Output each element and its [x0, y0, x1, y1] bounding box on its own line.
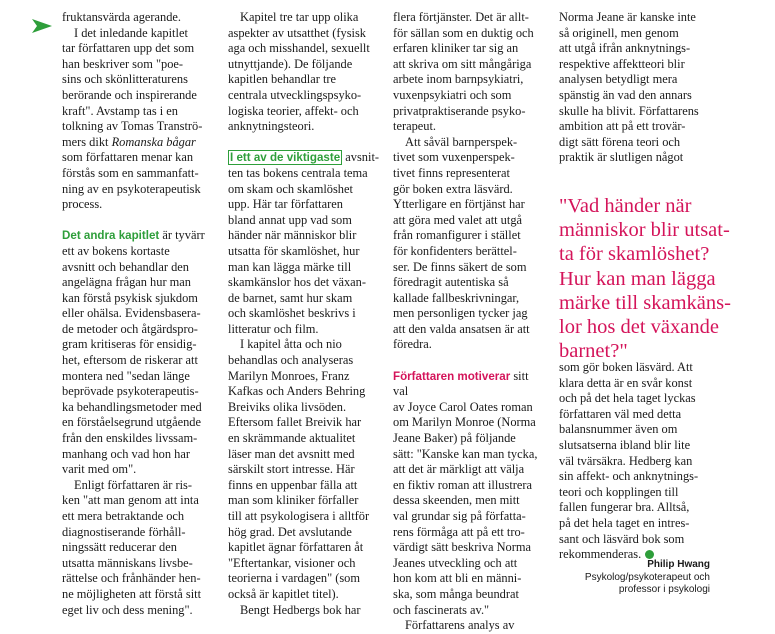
text-line: sins och skönlitteraturens — [62, 72, 188, 87]
text-line: från romanfigurer i stället — [393, 228, 521, 243]
text-line: slutsatserna ibland blir lite — [559, 437, 691, 452]
text-line: ka behandlingsmetoder med — [62, 399, 202, 414]
col2-paragraph-2 — [228, 150, 380, 337]
column-3 — [393, 10, 545, 634]
text-line: och fascinerats av." — [393, 602, 490, 617]
col1-paragraph-2 — [62, 26, 212, 213]
text-line: som gör boken läsvärd. Att — [559, 360, 693, 374]
text-line: het, eftersom de riskerar att — [62, 353, 198, 368]
pull-quote-line: Hur kan man lägga — [559, 267, 716, 290]
text-line: en skrämmande aktualitet — [228, 431, 356, 446]
text-line: kraft". Avstamp tas i en — [62, 103, 178, 118]
text-line: på det hela taget en intres- — [559, 515, 690, 530]
pull-quote-line: barnet?" — [559, 340, 628, 363]
text-line: teori och kopplingen till — [559, 484, 679, 499]
text-line: dessa skeenden, men mitt — [393, 493, 520, 508]
text-line: avsnit- — [342, 150, 380, 165]
text-line: föredragit autentiska så — [393, 275, 509, 290]
text-line: vuxenpsykiatri och som — [393, 87, 512, 102]
text-line: Ytterligare en förtjänst har — [393, 197, 525, 212]
text-line: ser. De finns säkert de som — [393, 259, 527, 274]
text-line: sitt val — [393, 368, 529, 399]
col4-paragraph-1 — [559, 10, 719, 166]
text-line: de metoder och åtgärdspro- — [62, 321, 198, 336]
text-line: ning av en psykoterapeutisk — [62, 181, 201, 196]
text-line: för konfidenters berättel- — [393, 243, 517, 258]
text-line: val grundar sig på författa- — [393, 509, 526, 523]
text-line: "Eftertankar, visioner och — [228, 555, 356, 570]
text-line: fallen fungerar bra. Alltså, — [559, 500, 690, 515]
text-line: anknytningsteori. — [228, 119, 315, 134]
text-line: digt sätt förena teori och — [559, 134, 681, 149]
text-line: man som kliniker förfaller — [228, 493, 359, 508]
text-line: tivet som vuxenperspek- — [393, 150, 515, 165]
text-line: varit med om". — [62, 462, 137, 477]
text-line: händer när människor blir — [228, 228, 357, 243]
text-line: berörande och inspirerande — [62, 87, 197, 102]
text-line: I kapitel åtta och nio — [240, 337, 342, 352]
text-line: centrala utvecklingspsyko- — [228, 87, 362, 102]
text-line: att den valda ansatsen är att — [393, 321, 530, 336]
text-line: att göra med valet att utgå — [393, 212, 523, 227]
text-line: aspekter av utsatthet (fysisk — [228, 25, 366, 40]
column-4-bottom — [559, 360, 719, 563]
text-line: hon kom att bli en männi- — [393, 571, 522, 586]
text-line: rens förmåga att på ett tro- — [393, 524, 525, 539]
text-line: ett mera betraktande och — [62, 509, 185, 523]
text-line: ska, som många beundrat — [393, 586, 519, 601]
text-line: tolkning av Tomas Tranströ- — [62, 119, 203, 134]
text-line: så originell, men genom — [559, 25, 679, 40]
text-line: en fiktiv roman att illustrera — [393, 477, 533, 492]
author-title-line-2: professor i psykologi — [618, 584, 710, 595]
text-line: utsatta för skamlöshet, hur — [228, 243, 360, 258]
text-line: och på det hela taget lyckas — [559, 391, 696, 406]
column-2 — [228, 10, 380, 618]
text-line: att utgå ifrån anknytnings- — [559, 41, 691, 56]
text-line: tar författaren upp det som — [62, 41, 195, 56]
text-line: Jeanes utveckling och att — [393, 555, 518, 570]
text-line: Enligt författaren är ris- — [74, 477, 193, 492]
text-line: kan förstå psykisk sjukdom — [62, 290, 198, 305]
text-line: analysen betydligt mera — [559, 72, 678, 87]
text-line: flera förtjänster. Det är allt- — [393, 10, 529, 24]
text-line: Författarens analys av — [405, 618, 515, 633]
text-line: finns en uppenbar fälla att — [228, 477, 358, 492]
text-line: för sällan som en duktig och — [393, 25, 534, 40]
lead-in-text: Författaren motiverar — [393, 369, 511, 383]
author-title-line-1: Psykolog/psykoterapeut och — [584, 571, 710, 583]
pull-quote-line: ta för skamlöshet? — [559, 243, 710, 266]
text-line: arbete inom barnpsykiatri, — [393, 72, 524, 87]
text-line: kapitlet ägnar författaren åt — [228, 540, 364, 555]
text-line: värdigt sätt beskriva Norma — [393, 540, 531, 555]
pull-quote-line: "Vad händer när — [559, 195, 692, 217]
text-line: angelägna frågan hur man — [62, 275, 192, 290]
text-line: logiska teorier, affekt- och — [228, 103, 359, 118]
text-line: beprövade psykoterapeutis- — [62, 384, 199, 399]
text-line: och skamlöshet beskrivs i — [228, 306, 356, 321]
text-line: de barnet, samt hur skam — [228, 290, 353, 305]
text-line: process. — [62, 197, 103, 212]
text-line: är tyvärr — [159, 228, 205, 243]
text-line: förstås som en sammanfatt- — [62, 165, 199, 180]
text-line: Marilyn Monroes, Franz — [228, 368, 350, 383]
text-line: från den enskildes livssam- — [62, 431, 198, 446]
text-line: litteratur och film. — [228, 321, 319, 336]
text-line: Kapitel tre tar upp olika — [240, 10, 359, 24]
text-line: som författaren menar kan — [62, 150, 194, 165]
text-line: författaren väl med detta — [559, 406, 682, 421]
text-line: utsatta människans livsbe- — [62, 555, 193, 570]
continuation-arrow-icon — [32, 18, 52, 34]
end-mark-dot-icon — [645, 550, 654, 559]
col4-paragraph-2 — [559, 360, 719, 563]
pull-quote-line: märke till skamkäns- — [559, 291, 731, 314]
text-line: diagnostiserande förhåll- — [62, 524, 186, 539]
text-line: kapitlen behandlar tre — [228, 72, 337, 87]
text-line: om skam och skamlöshet — [228, 181, 353, 196]
text-line: eller ohälsa. Evidensbasera- — [62, 306, 201, 321]
text-line: respektive affektteori blir — [559, 56, 685, 71]
text-line: behandlas och analyseras — [228, 353, 354, 368]
text-line: sin affekt- och anknytnings- — [559, 469, 699, 484]
text-line: sant och läsvärd bok som — [559, 531, 685, 546]
text-line: om Marilyn Monroe (Norma — [393, 415, 536, 430]
col1-paragraph-1 — [62, 10, 212, 26]
column-4-top — [559, 10, 719, 166]
pull-quote-line: människor blir utsat- — [559, 219, 730, 242]
text-line: teorierna i vardagen" (som — [228, 571, 361, 586]
text-line: av Joyce Carol Oates roman — [393, 399, 533, 414]
text-line: han beskriver som "poe- — [62, 56, 184, 71]
text-line: utnyttjande). De följande — [228, 56, 353, 71]
text-line: Jeane Baker) på följande — [393, 431, 516, 446]
text-line: tivet finns representerat — [393, 165, 510, 180]
text-line: manhang och vad hon har — [62, 446, 190, 461]
text-line: skulle ha blivit. Författarens — [559, 103, 699, 118]
col2-paragraph-3 — [228, 337, 380, 602]
text-line: terapeut. — [393, 119, 436, 134]
text-line: praktik är slutligen något — [559, 150, 684, 165]
text-line: ambition att på ett trovär- — [559, 119, 686, 134]
text-line: rekommenderas. — [559, 547, 642, 562]
column-1 — [62, 10, 212, 618]
text-line: ne möjligheten att förstå sitt — [62, 586, 202, 601]
text-line: skamkänslor hos det växan- — [228, 275, 366, 290]
text-line: balansnummer även om — [559, 422, 678, 437]
text-line: att skriva om sitt mångåriga — [393, 56, 532, 71]
author-name: Philip Hwang — [647, 559, 710, 570]
col1-paragraph-3 — [62, 228, 212, 478]
col3-paragraph-2 — [393, 135, 545, 353]
text-line: föredra. — [393, 337, 432, 352]
pull-quote — [559, 194, 769, 363]
text-line: Norma Jeane är kanske inte — [559, 10, 696, 24]
text-line: montera ned "sedan länge — [62, 368, 190, 383]
text-line: också är kapitlet titel). — [228, 586, 339, 601]
text-line: aga och misshandel, sexuellt — [228, 41, 370, 56]
text-line: särskilt stort intresse. Här — [228, 462, 355, 477]
text-line: privatpraktiserande psyko- — [393, 103, 526, 118]
text-line: ningssätt reducerar den — [62, 540, 177, 555]
text-line: Eftersom fallet Breivik har — [228, 415, 362, 430]
col2-paragraph-4 — [228, 603, 380, 619]
text-line: gör boken extra läsvärd. — [393, 181, 513, 196]
col1-paragraph-4 — [62, 478, 212, 618]
col3-paragraph-1 — [393, 10, 545, 135]
col3-paragraph-3 — [393, 369, 545, 619]
text-line: mers dikt Romanska bågar — [62, 134, 196, 149]
text-line: avsnitt och behandlar den — [62, 259, 189, 274]
text-line: Att såväl barnperspek- — [405, 134, 518, 149]
lead-in-text: Det andra kapitlet — [62, 229, 160, 243]
text-line: att det är märkligt att välja — [393, 462, 525, 477]
text-line: läser man det avsnitt med — [228, 446, 355, 461]
pull-quote-line: lor hos det växande — [559, 316, 719, 339]
text-line: erfaren kliniker tar sig an — [393, 41, 519, 56]
text-line: men personligen tycker jag — [393, 306, 528, 321]
text-line: upp. Här tar författaren — [228, 197, 343, 212]
col2-paragraph-1 — [228, 10, 380, 135]
text-line: ten tas bokens centrala tema — [228, 165, 368, 180]
text-line: Bengt Hedbergs bok har — [240, 602, 361, 617]
text-line: fruktansvärda agerande. — [62, 10, 182, 24]
text-line: rättelse och frånhänder hen- — [62, 571, 201, 586]
text-line: Breiviks olika livsöden. — [228, 399, 347, 414]
author-signature — [559, 559, 710, 597]
col3-paragraph-4 — [393, 618, 545, 634]
text-line: hög grad. Det avslutande — [228, 524, 352, 539]
text-line: sätt: "Kanske kan man tycka, — [393, 446, 538, 461]
text-line: ken "att man genom att inta — [62, 493, 199, 508]
text-line: spänstig än vad den annars — [559, 87, 692, 102]
text-line: eget liv och dess mening". — [62, 602, 193, 617]
lead-in-text: I ett av de viktigaste — [230, 151, 341, 165]
text-line: man kan lägga märke till — [228, 259, 352, 274]
text-line: klara detta är en svår konst — [559, 375, 693, 390]
text-line: till att psykologisera i alltför — [228, 509, 370, 523]
text-line: ett av bokens kortaste — [62, 243, 170, 258]
text-line: bland annat upp vad som — [228, 212, 352, 227]
text-line: gram kritiseras för ensidig- — [62, 337, 197, 352]
text-line: en förståelsegrund utgående — [62, 415, 201, 430]
text-line: kallade fallbeskrivningar, — [393, 290, 520, 305]
text-line: väl tvärsäkra. Hedberg kan — [559, 453, 693, 468]
text-line: Kafkas och Anders Behring — [228, 384, 366, 399]
text-line: I det inledande kapitlet — [74, 25, 188, 40]
